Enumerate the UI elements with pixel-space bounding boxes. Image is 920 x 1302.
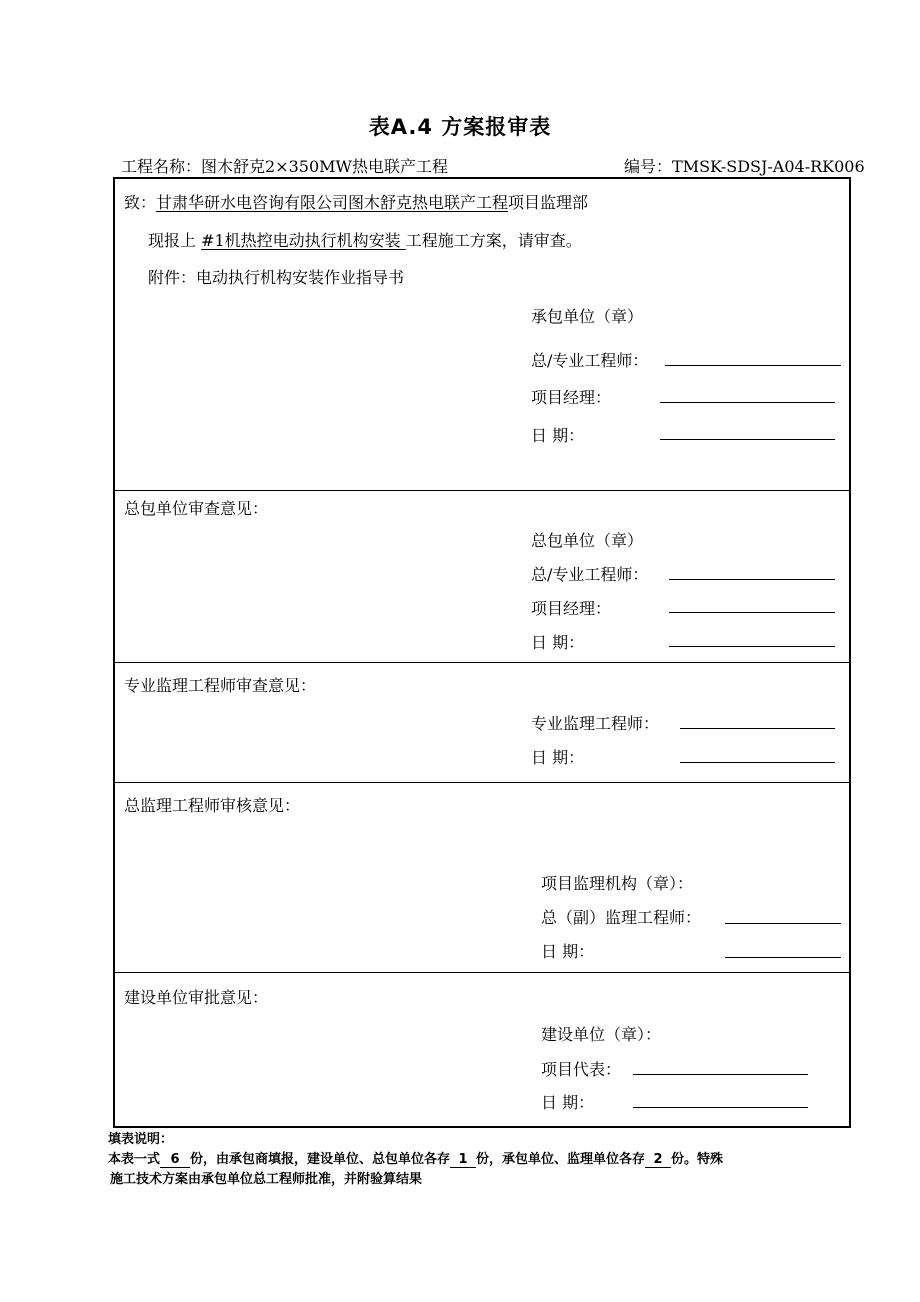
owner-approval-heading: 建设单位审批意见： [124, 988, 269, 1007]
notes-line-1 [108, 1148, 723, 1168]
owner-unit-stamp: 建设单位（章）： [541, 1025, 662, 1044]
to-label: 致： [124, 193, 157, 212]
general-contractor-date-line[interactable] [669, 646, 835, 647]
owner-rep-line[interactable] [633, 1074, 808, 1075]
copies-two: 2 [645, 1153, 671, 1168]
contractor-manager-label: 项目经理： [531, 388, 612, 407]
notes-text-b: 份，由承包商填报，建设单位、总包单位各存 [190, 1152, 451, 1167]
general-contractor-engineer-line[interactable] [669, 579, 835, 580]
notes-text-c: 份，承包单位、监理单位各存 [476, 1152, 646, 1167]
owner-approval-section [115, 972, 849, 1127]
chief-review-heading: 总监理工程师审核意见： [124, 796, 301, 815]
specialist-engineer-line[interactable] [680, 728, 835, 729]
general-contractor-manager-line[interactable] [669, 612, 835, 613]
notes-text-a: 本表一式 [108, 1152, 161, 1167]
general-contractor-date-label: 日 期： [531, 633, 585, 652]
attachment-line: 附件：电动执行机构安装作业指导书 [148, 268, 405, 287]
contractor-date-label: 日 期： [531, 426, 585, 445]
project-name: 图木舒克2×350MW热电联产工程 [201, 157, 448, 176]
recipient-line [124, 190, 588, 213]
owner-date-line[interactable] [633, 1107, 808, 1108]
contractor-engineer-label: 总/专业工程师： [531, 351, 649, 370]
recipient-name: 甘肃华研水电咨询有限公司图木舒克热电联产工程 [156, 193, 509, 212]
specialist-engineer-label: 专业监理工程师： [531, 714, 660, 733]
copies-total: 6 [160, 1153, 190, 1168]
contractor-engineer-signature-line[interactable] [665, 365, 841, 366]
contractor-unit-stamp: 承包单位（章） [531, 307, 644, 326]
specialist-review-heading: 专业监理工程师审查意见： [124, 676, 317, 695]
owner-date-label: 日 期： [541, 1093, 595, 1112]
form-code: TMSK-SDSJ-A04-RK006 [672, 157, 865, 176]
general-contractor-manager-label: 项目经理： [531, 599, 612, 618]
general-contractor-unit-stamp: 总包单位（章） [531, 531, 644, 550]
project-name-header [121, 154, 448, 177]
chief-date-line[interactable] [725, 957, 841, 958]
chief-engineer-label: 总（副）监理工程师： [541, 908, 702, 927]
copies-each: 1 [450, 1153, 476, 1168]
report-line [148, 228, 582, 251]
contractor-date-line[interactable] [660, 439, 835, 440]
page-title: 表A.4 方案报审表 [368, 115, 552, 139]
general-contractor-section [115, 490, 849, 663]
report-item: #1机热控电动执行机构安装 [201, 231, 406, 250]
specialist-review-section [115, 662, 849, 783]
notes-heading: 填表说明： [108, 1132, 174, 1147]
form-code-header [624, 154, 865, 177]
general-contractor-heading: 总包单位审查意见： [124, 499, 269, 518]
chief-date-label: 日 期： [541, 942, 595, 961]
owner-rep-label: 项目代表： [541, 1060, 622, 1079]
chief-engineer-line[interactable] [725, 923, 841, 924]
notes-line-2: 施工技术方案由承包单位总工程师批准，并附验算结果 [110, 1172, 423, 1187]
report-prefix: 现报上 [148, 231, 202, 250]
project-label: 工程名称： [121, 157, 202, 176]
recipient-suffix: 项目监理部 [508, 193, 589, 212]
report-suffix: 工程施工方案，请审查。 [405, 231, 582, 250]
contractor-manager-signature-line[interactable] [660, 402, 835, 403]
notes-text-d: 份。特殊 [671, 1152, 724, 1167]
specialist-date-line[interactable] [680, 762, 835, 763]
specialist-date-label: 日 期： [531, 748, 585, 767]
supervision-org-stamp: 项目监理机构（章）： [541, 874, 694, 893]
code-label: 编号： [624, 157, 673, 176]
approval-form-table [113, 177, 851, 1128]
chief-review-section [115, 782, 849, 973]
general-contractor-engineer-label: 总/专业工程师： [531, 565, 649, 584]
